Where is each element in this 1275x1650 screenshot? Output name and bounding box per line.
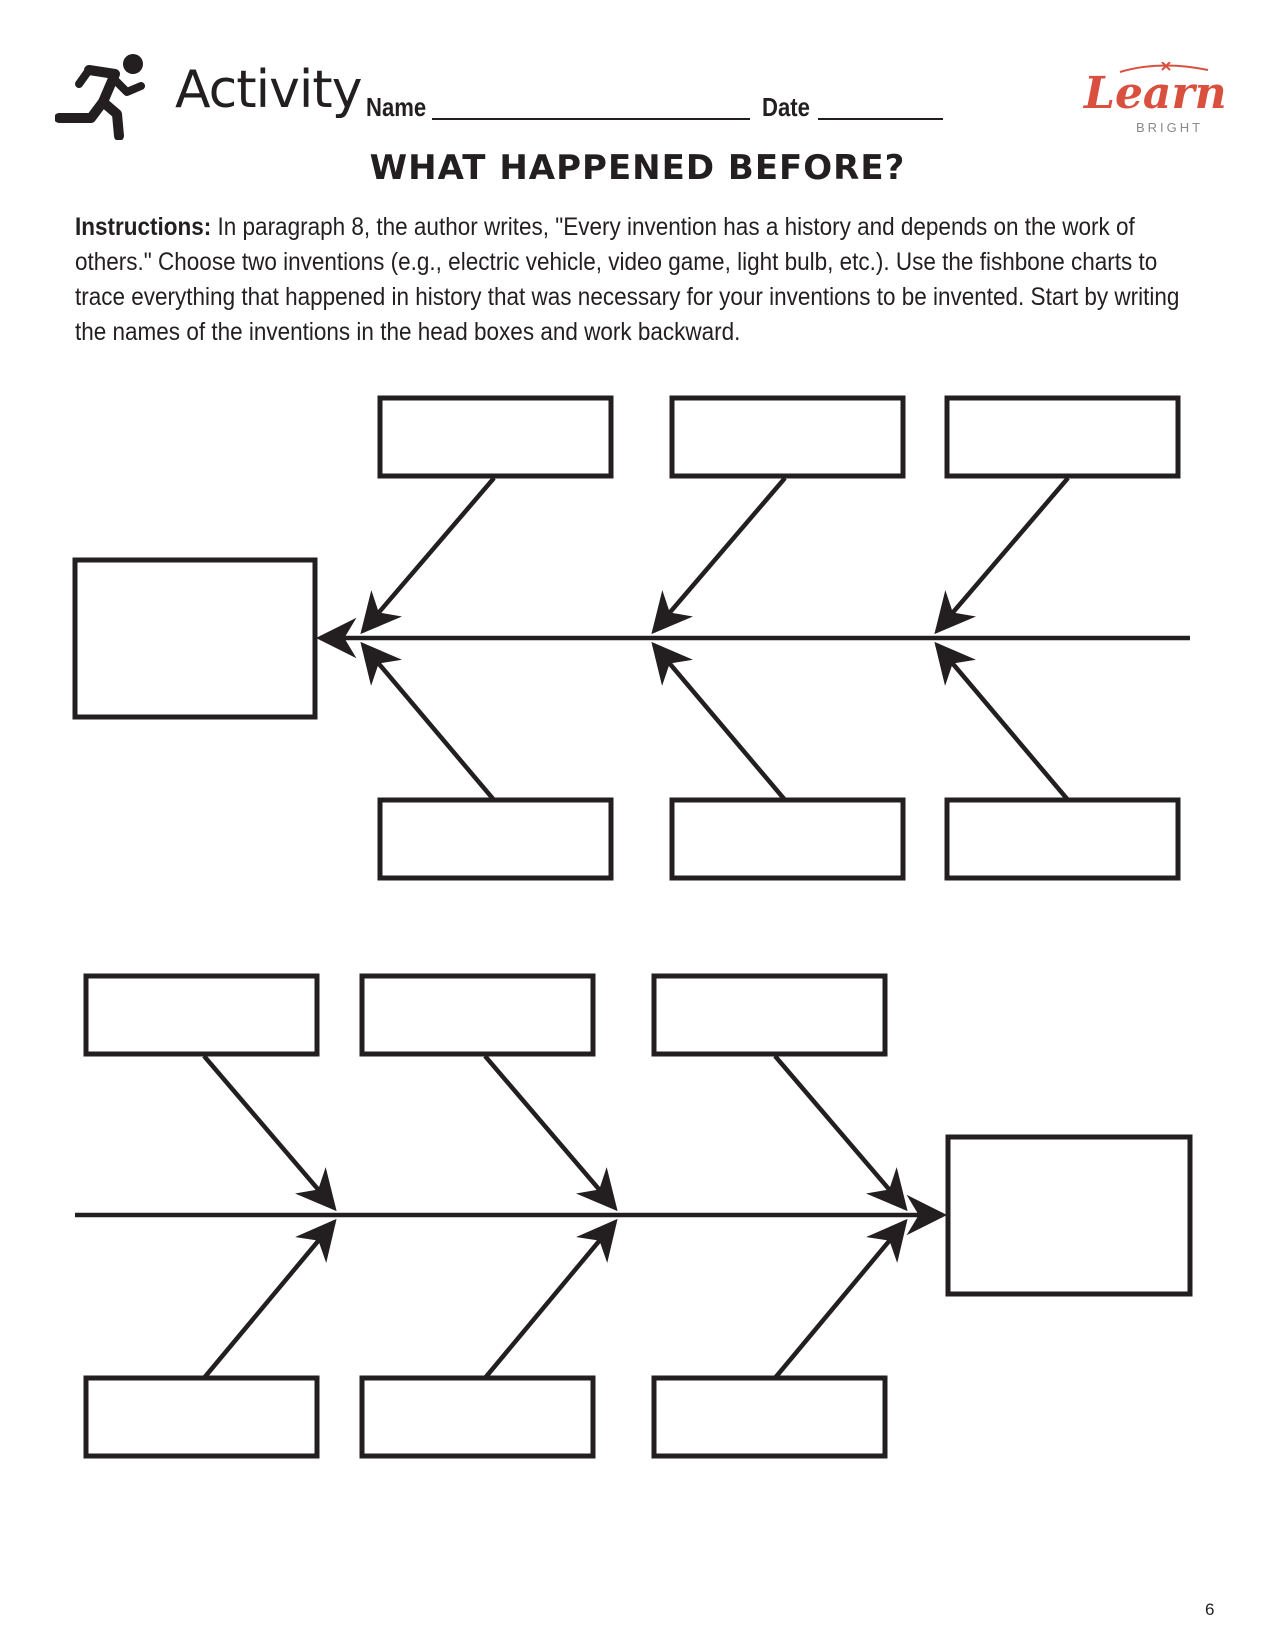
head-box-1[interactable] bbox=[75, 560, 315, 717]
date-label: Date bbox=[762, 92, 810, 122]
cause-box[interactable] bbox=[654, 976, 885, 1054]
bone-arrow bbox=[485, 1222, 615, 1378]
bone-arrow bbox=[485, 1056, 615, 1208]
head-box-2[interactable] bbox=[948, 1137, 1190, 1294]
cause-box[interactable] bbox=[654, 1378, 885, 1456]
instructions-text: In paragraph 8, the author writes, "Every invention has a history and depends on the work of others." Choose two inventions (e.g., electric vehicle, video game, light bulb, etc.). Use the fishbone charts to trace everything that happened in history that was necessary for your inventions to be invented. Start by writing the names of the inventions in the head boxes and work backward. bbox=[75, 213, 1180, 346]
svg-text:Learn: Learn bbox=[1084, 68, 1227, 119]
cause-box[interactable] bbox=[362, 1378, 593, 1456]
cause-box[interactable] bbox=[672, 800, 903, 878]
svg-text:BRIGHT: BRIGHT bbox=[1136, 120, 1204, 135]
bone-arrow bbox=[654, 645, 785, 800]
fishbone-chart-2 bbox=[75, 976, 1190, 1456]
cause-box[interactable] bbox=[380, 800, 611, 878]
instructions-label: Instructions: bbox=[75, 213, 212, 241]
cause-box[interactable] bbox=[947, 800, 1178, 878]
worksheet-title: WHAT HAPPENED BEFORE? bbox=[369, 148, 906, 188]
cause-box[interactable] bbox=[362, 976, 593, 1054]
bone-arrow bbox=[204, 1222, 334, 1378]
bone-arrow bbox=[937, 645, 1068, 800]
activity-heading: Activity bbox=[175, 60, 362, 120]
cause-box[interactable] bbox=[86, 1378, 317, 1456]
bone-arrow bbox=[775, 1056, 905, 1208]
cause-box[interactable] bbox=[947, 398, 1178, 476]
name-label: Name bbox=[366, 92, 427, 122]
bone-arrow bbox=[363, 478, 494, 631]
cause-box[interactable] bbox=[380, 398, 611, 476]
bone-arrow bbox=[204, 1056, 334, 1208]
bone-arrow bbox=[363, 645, 494, 800]
bone-arrow bbox=[775, 1222, 905, 1378]
cause-box[interactable] bbox=[86, 976, 317, 1054]
cause-box[interactable] bbox=[672, 398, 903, 476]
page-number: 6 bbox=[1205, 1600, 1215, 1619]
bone-arrow bbox=[937, 478, 1068, 631]
fishbone-chart-1 bbox=[75, 398, 1190, 878]
bone-arrow bbox=[654, 478, 785, 631]
